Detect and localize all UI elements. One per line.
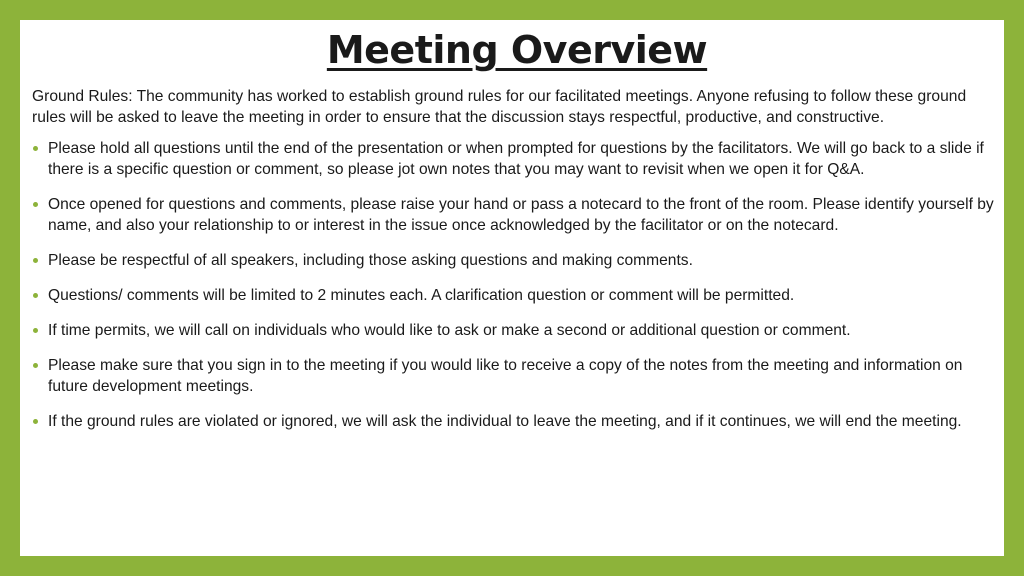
bullet-icon xyxy=(33,258,38,263)
list-item-text: Questions/ comments will be limited to 2 minutes each. A clarification question or comment will be permitted. xyxy=(48,287,795,304)
ground-rules-list xyxy=(30,138,1004,432)
list-item-text: Please make sure that you sign in to the meeting if you would like to receive a copy of the notes from the meeting and information on future development meetings. xyxy=(48,357,963,395)
bullet-icon xyxy=(33,202,38,207)
bullet-icon xyxy=(33,328,38,333)
slide-title: Meeting Overview xyxy=(326,28,708,72)
bullet-icon xyxy=(33,363,38,368)
list-item xyxy=(32,194,998,236)
list-item xyxy=(32,285,998,306)
list-item-text: Please be respectful of all speakers, including those asking questions and making comments. xyxy=(48,252,693,269)
list-item xyxy=(32,355,998,397)
bullet-icon xyxy=(33,146,38,151)
list-item xyxy=(32,250,998,271)
bullet-icon xyxy=(33,293,38,298)
list-item-text: If the ground rules are violated or ignored, we will ask the individual to leave the meeting, and if it continues, we will end the meeting. xyxy=(48,413,962,430)
list-item-text: If time permits, we will call on individuals who would like to ask or make a second or additional question or comment. xyxy=(48,322,851,339)
list-item xyxy=(32,138,998,180)
ground-rules-intro: Ground Rules: The community has worked to establish ground rules for our facilitated meetings. Anyone refusing to follow these ground rules will be asked to leave the meeting in order to ensure that the discussion stays respectful, productive, and constructive. xyxy=(32,88,967,126)
list-item xyxy=(32,411,998,432)
list-item xyxy=(32,320,998,341)
list-item-text: Once opened for questions and comments, please raise your hand or pass a notecard to the front of the room. Please identify yourself by name, and also your relationship to or interest in the issue once acknowledged by the facilitator or on the notecard. xyxy=(48,196,994,234)
list-item-text: Please hold all questions until the end of the presentation or when prompted for questions by the facilitators. We will go back to a slide if there is a specific question or comment, so please jot own notes that you may want to revisit when we open it for Q&A. xyxy=(48,140,984,178)
bullet-icon xyxy=(33,419,38,424)
slide-content xyxy=(20,20,1004,556)
